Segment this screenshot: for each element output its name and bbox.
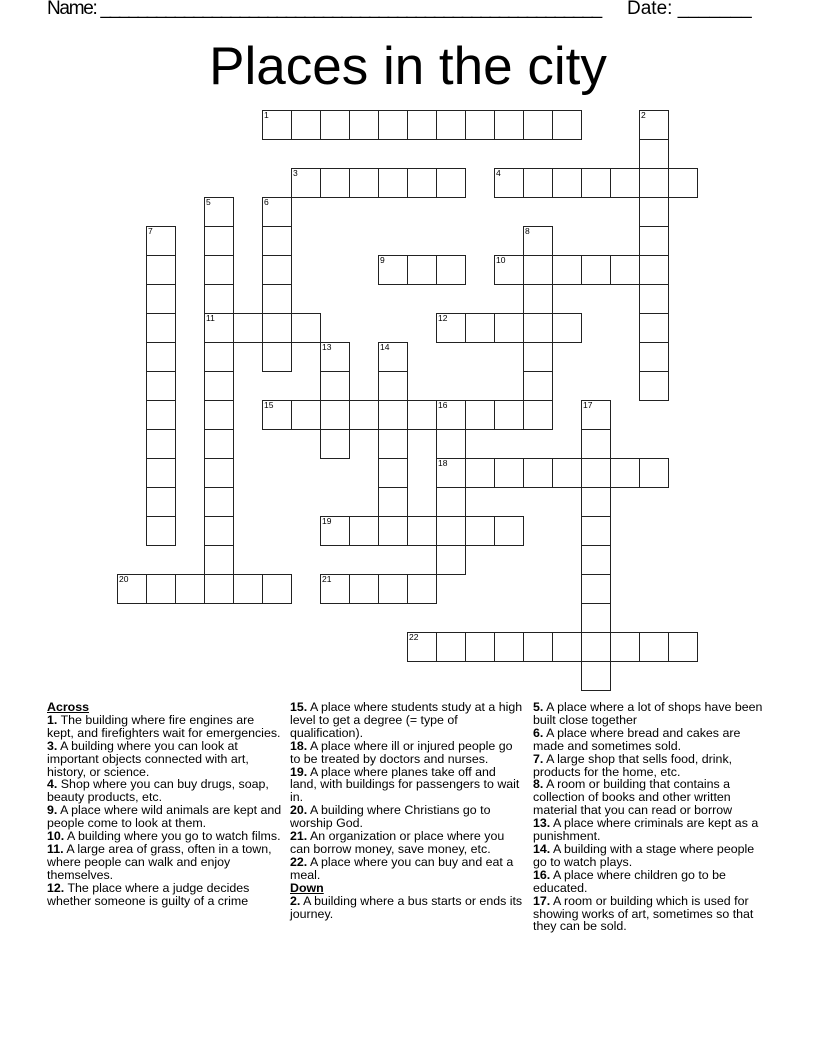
grid-cell[interactable] xyxy=(494,516,524,546)
grid-cell[interactable] xyxy=(581,400,611,430)
grid-cell[interactable] xyxy=(349,574,379,604)
grid-cell[interactable] xyxy=(639,313,669,343)
clue-text: The building where fire engines are kept, and firefighters wait for emergencies. xyxy=(47,712,281,740)
clue-across xyxy=(47,882,282,908)
grid-cell[interactable] xyxy=(146,574,176,604)
clue-num: 17. xyxy=(533,893,551,908)
grid-cell[interactable] xyxy=(378,168,408,198)
clue-down xyxy=(533,753,768,779)
clue-number: 20 xyxy=(119,574,129,584)
grid-cell[interactable] xyxy=(581,429,611,459)
grid-cell[interactable] xyxy=(407,632,437,662)
grid-cell[interactable] xyxy=(378,371,408,401)
grid-cell[interactable] xyxy=(146,342,176,372)
grid-cell[interactable] xyxy=(262,226,292,256)
grid-cell[interactable] xyxy=(581,632,611,662)
clue-num: 19. xyxy=(290,764,308,779)
clue-text: A place where planes take off and land, with buildings for passengers to wait in. xyxy=(290,764,520,805)
clue-across xyxy=(290,766,525,805)
clue-down xyxy=(290,895,525,921)
clue-number: 17 xyxy=(583,400,593,410)
grid-cell[interactable] xyxy=(465,110,495,140)
grid-cell[interactable] xyxy=(581,168,611,198)
clue-across xyxy=(47,843,282,882)
clue-num: 11. xyxy=(47,841,64,856)
clue-text: An organization or place where you can borrow money, save money, etc. xyxy=(290,829,505,856)
grid-cell[interactable] xyxy=(552,458,582,488)
grid-cell[interactable] xyxy=(610,632,640,662)
grid-cell[interactable] xyxy=(175,574,205,604)
grid-cell[interactable] xyxy=(523,458,553,488)
clue-across xyxy=(47,804,282,830)
grid-cell[interactable] xyxy=(465,632,495,662)
clue-number: 10 xyxy=(496,255,506,265)
grid-cell[interactable] xyxy=(552,168,582,198)
grid-cell[interactable] xyxy=(581,458,611,488)
clue-text: A place where you can buy and eat a meal. xyxy=(290,854,514,882)
grid-cell[interactable] xyxy=(320,574,350,604)
grid-cell[interactable] xyxy=(204,545,234,575)
grid-cell[interactable] xyxy=(581,516,611,546)
clue-number: 13 xyxy=(322,342,332,352)
grid-cell[interactable] xyxy=(523,632,553,662)
grid-cell[interactable] xyxy=(581,255,611,285)
grid-cell[interactable] xyxy=(320,371,350,401)
clue-num: 20. xyxy=(290,803,308,818)
clue-down xyxy=(533,817,768,843)
clue-number: 16 xyxy=(438,400,448,410)
grid-cell[interactable] xyxy=(639,371,669,401)
clue-num: 4. xyxy=(47,777,58,792)
grid-cell[interactable] xyxy=(146,313,176,343)
grid-cell[interactable] xyxy=(204,197,234,227)
grid-cell[interactable] xyxy=(552,110,582,140)
clue-down xyxy=(533,869,768,895)
grid-cell[interactable] xyxy=(146,284,176,314)
clue-number: 8 xyxy=(525,226,530,236)
clue-text: A building where Christians go to worship God. xyxy=(290,803,491,831)
clue-num: 9. xyxy=(47,803,58,818)
clue-text: A place where wild animals are kept and people come to look at them. xyxy=(47,803,282,831)
grid-cell[interactable] xyxy=(291,168,321,198)
grid-cell[interactable] xyxy=(494,458,524,488)
clue-text: A place where a lot of shops have been built close together xyxy=(533,700,763,727)
grid-cell[interactable] xyxy=(610,255,640,285)
grid-cell[interactable] xyxy=(262,574,292,604)
grid-cell[interactable] xyxy=(204,371,234,401)
grid-cell[interactable] xyxy=(349,516,379,546)
clue-num: 1. xyxy=(47,712,58,727)
grid-cell[interactable] xyxy=(639,197,669,227)
grid-cell[interactable] xyxy=(320,400,350,430)
clue-text: A place where criminals are kept as a punishment. xyxy=(533,816,759,844)
grid-cell[interactable] xyxy=(581,603,611,633)
clue-number: 2 xyxy=(641,110,646,120)
clues-column-2 xyxy=(290,701,525,920)
grid-cell[interactable] xyxy=(291,400,321,430)
clue-across xyxy=(47,778,282,804)
grid-cell[interactable] xyxy=(639,226,669,256)
grid-cell[interactable] xyxy=(407,574,437,604)
grid-cell[interactable] xyxy=(146,516,176,546)
grid-cell[interactable] xyxy=(436,110,466,140)
clue-text: A building where you go to watch films. xyxy=(67,829,281,844)
grid-cell[interactable] xyxy=(610,168,640,198)
clue-number: 21 xyxy=(322,574,332,584)
grid-cell[interactable] xyxy=(146,371,176,401)
clue-number: 7 xyxy=(148,226,153,236)
grid-cell[interactable] xyxy=(494,255,524,285)
grid-cell[interactable] xyxy=(639,632,669,662)
grid-cell[interactable] xyxy=(407,168,437,198)
grid-cell[interactable] xyxy=(262,197,292,227)
grid-cell[interactable] xyxy=(204,574,234,604)
clue-number: 22 xyxy=(409,632,419,642)
grid-cell[interactable] xyxy=(523,284,553,314)
clue-number: 4 xyxy=(496,168,501,178)
grid-cell[interactable] xyxy=(639,284,669,314)
grid-cell[interactable] xyxy=(146,226,176,256)
grid-cell[interactable] xyxy=(378,342,408,372)
grid-cell[interactable] xyxy=(378,110,408,140)
grid-cell[interactable] xyxy=(523,313,553,343)
clue-text: The place where a judge decides whether someone is guilty of a crime xyxy=(47,880,250,908)
grid-cell[interactable] xyxy=(204,255,234,285)
grid-cell[interactable] xyxy=(436,429,466,459)
grid-cell[interactable] xyxy=(378,400,408,430)
name-field[interactable]: Name: ______________________________________________________ xyxy=(47,0,601,19)
clue-num: 14. xyxy=(533,841,551,856)
clue-across xyxy=(290,804,525,830)
grid-cell[interactable] xyxy=(204,400,234,430)
grid-cell[interactable] xyxy=(436,255,466,285)
grid-cell[interactable] xyxy=(552,313,582,343)
grid-cell[interactable] xyxy=(146,458,176,488)
grid-cell[interactable] xyxy=(523,168,553,198)
grid-cell[interactable] xyxy=(146,255,176,285)
grid-cell[interactable] xyxy=(639,168,669,198)
grid-cell[interactable] xyxy=(378,516,408,546)
clue-across xyxy=(47,714,282,740)
grid-cell[interactable] xyxy=(639,110,669,140)
clue-number: 14 xyxy=(380,342,390,352)
page-title: Places in the city xyxy=(209,37,607,96)
clue-text: Shop where you can buy drugs, soap, beauty products, etc. xyxy=(47,777,269,805)
clue-num: 8. xyxy=(533,777,544,792)
grid-cell[interactable] xyxy=(523,226,553,256)
grid-cell[interactable] xyxy=(581,545,611,575)
grid-cell[interactable] xyxy=(262,255,292,285)
clue-text: A building where a bus starts or ends its journey. xyxy=(290,893,523,921)
grid-cell[interactable] xyxy=(320,342,350,372)
clue-number: 1 xyxy=(264,110,269,120)
grid-cell[interactable] xyxy=(262,342,292,372)
clue-num: 12. xyxy=(47,880,65,895)
grid-cell[interactable] xyxy=(494,632,524,662)
clue-num: 5. xyxy=(533,700,544,714)
grid-cell[interactable] xyxy=(204,516,234,546)
grid-cell[interactable] xyxy=(146,487,176,517)
clue-number: 3 xyxy=(293,168,298,178)
grid-cell[interactable] xyxy=(378,574,408,604)
grid-cell[interactable] xyxy=(291,110,321,140)
grid-cell[interactable] xyxy=(262,110,292,140)
clue-text: A building where you can look at important objects connected with art, history, or science. xyxy=(47,738,249,779)
clue-down xyxy=(533,843,768,869)
clue-num: 18. xyxy=(290,738,308,753)
clue-text: A large shop that sells food, drink, products for the home, etc. xyxy=(533,751,733,779)
grid-cell[interactable] xyxy=(146,429,176,459)
clue-num: 7. xyxy=(533,751,544,766)
grid-cell[interactable] xyxy=(552,632,582,662)
grid-cell[interactable] xyxy=(378,458,408,488)
grid-cell[interactable] xyxy=(407,516,437,546)
clue-number: 5 xyxy=(206,197,211,207)
down-heading: Down xyxy=(290,880,324,895)
crossword-grid xyxy=(117,110,717,700)
grid-cell[interactable] xyxy=(262,400,292,430)
clue-num: 10. xyxy=(47,829,65,844)
clue-number: 9 xyxy=(380,255,385,265)
clue-number: 11 xyxy=(206,313,215,323)
grid-cell[interactable] xyxy=(204,458,234,488)
clue-across xyxy=(290,830,525,856)
grid-cell[interactable] xyxy=(436,516,466,546)
clues-column-1 xyxy=(47,701,282,908)
grid-cell[interactable] xyxy=(204,342,234,372)
grid-cell[interactable] xyxy=(523,371,553,401)
grid-cell[interactable] xyxy=(378,487,408,517)
clue-number: 15 xyxy=(264,400,274,410)
grid-cell[interactable] xyxy=(407,110,437,140)
grid-cell[interactable] xyxy=(204,429,234,459)
clue-num: 22. xyxy=(290,854,308,869)
clue-num: 3. xyxy=(47,738,58,753)
grid-cell[interactable] xyxy=(204,226,234,256)
grid-cell[interactable] xyxy=(349,400,379,430)
grid-cell[interactable] xyxy=(407,400,437,430)
clue-text: A place where children go to be educated. xyxy=(533,867,726,895)
grid-cell[interactable] xyxy=(552,255,582,285)
grid-cell[interactable] xyxy=(436,545,466,575)
grid-cell[interactable] xyxy=(320,110,350,140)
grid-cell[interactable] xyxy=(523,255,553,285)
clue-number: 12 xyxy=(438,313,448,323)
clue-text: A large area of grass, often in a town, where people can walk and enjoy themselves. xyxy=(47,841,272,882)
clue-num: 13. xyxy=(533,816,551,831)
grid-cell[interactable] xyxy=(639,139,669,169)
clue-text: A building with a stage where people go to watch plays. xyxy=(533,841,755,869)
grid-cell[interactable] xyxy=(639,255,669,285)
grid-cell[interactable] xyxy=(523,110,553,140)
clue-down xyxy=(533,778,768,817)
grid-cell[interactable] xyxy=(581,487,611,517)
grid-cell[interactable] xyxy=(204,487,234,517)
grid-cell[interactable] xyxy=(233,313,263,343)
clue-num: 16. xyxy=(533,867,551,882)
grid-cell[interactable] xyxy=(639,458,669,488)
grid-cell[interactable] xyxy=(378,255,408,285)
grid-cell[interactable] xyxy=(436,487,466,517)
clue-across xyxy=(290,740,525,766)
grid-cell[interactable] xyxy=(204,284,234,314)
grid-cell[interactable] xyxy=(436,458,466,488)
clue-across xyxy=(290,701,525,740)
grid-cell[interactable] xyxy=(407,255,437,285)
clue-across xyxy=(47,740,282,779)
grid-cell[interactable] xyxy=(349,110,379,140)
clue-text: A place where ill or injured people go to be treated by doctors and nurses. xyxy=(290,738,513,766)
clue-text: A room or building which is used for showing works of art, sometimes so that they can be sold. xyxy=(533,893,754,934)
clue-num: 6. xyxy=(533,725,544,740)
grid-cell[interactable] xyxy=(523,342,553,372)
grid-cell[interactable] xyxy=(465,313,495,343)
grid-cell[interactable] xyxy=(639,342,669,372)
grid-cell[interactable] xyxy=(436,168,466,198)
clue-num: 2. xyxy=(290,893,301,908)
grid-cell[interactable] xyxy=(117,574,147,604)
clue-down xyxy=(533,727,768,753)
grid-cell[interactable] xyxy=(668,168,698,198)
clue-text: A room or building that contains a collection of books and other written material that you can read or borrow xyxy=(533,777,733,818)
grid-cell[interactable] xyxy=(494,313,524,343)
grid-cell[interactable] xyxy=(233,574,263,604)
grid-cell[interactable] xyxy=(581,661,611,691)
grid-cell[interactable] xyxy=(204,313,234,343)
clue-across xyxy=(290,856,525,882)
grid-cell[interactable] xyxy=(262,313,292,343)
clue-num: 21. xyxy=(290,829,308,844)
grid-cell[interactable] xyxy=(610,458,640,488)
grid-cell[interactable] xyxy=(465,458,495,488)
grid-cell[interactable] xyxy=(146,400,176,430)
grid-cell[interactable] xyxy=(349,168,379,198)
clue-number: 18 xyxy=(438,458,448,468)
across-heading: Across xyxy=(47,700,90,714)
grid-cell[interactable] xyxy=(494,168,524,198)
grid-cell[interactable] xyxy=(465,516,495,546)
grid-cell[interactable] xyxy=(320,516,350,546)
date-field[interactable]: Date: _______ xyxy=(627,0,752,19)
grid-cell[interactable] xyxy=(262,284,292,314)
grid-cell[interactable] xyxy=(320,168,350,198)
clues-column-3 xyxy=(533,701,768,933)
clue-text: A place where bread and cakes are made and sometimes sold. xyxy=(533,725,741,753)
clue-number: 19 xyxy=(322,516,332,526)
grid-cell[interactable] xyxy=(668,632,698,662)
grid-cell[interactable] xyxy=(494,110,524,140)
grid-cell[interactable] xyxy=(436,632,466,662)
grid-cell[interactable] xyxy=(465,400,495,430)
grid-cell[interactable] xyxy=(320,429,350,459)
grid-cell[interactable] xyxy=(436,313,466,343)
clue-num: 15. xyxy=(290,700,308,714)
grid-cell[interactable] xyxy=(378,429,408,459)
grid-cell[interactable] xyxy=(494,400,524,430)
grid-cell[interactable] xyxy=(523,400,553,430)
grid-cell[interactable] xyxy=(581,574,611,604)
grid-cell[interactable] xyxy=(436,400,466,430)
clue-down xyxy=(533,701,768,727)
grid-cell[interactable] xyxy=(291,313,321,343)
clue-number: 6 xyxy=(264,197,269,207)
clue-down xyxy=(533,895,768,934)
clue-text: A place where students study at a high level to get a degree (= type of qualification). xyxy=(290,700,523,740)
